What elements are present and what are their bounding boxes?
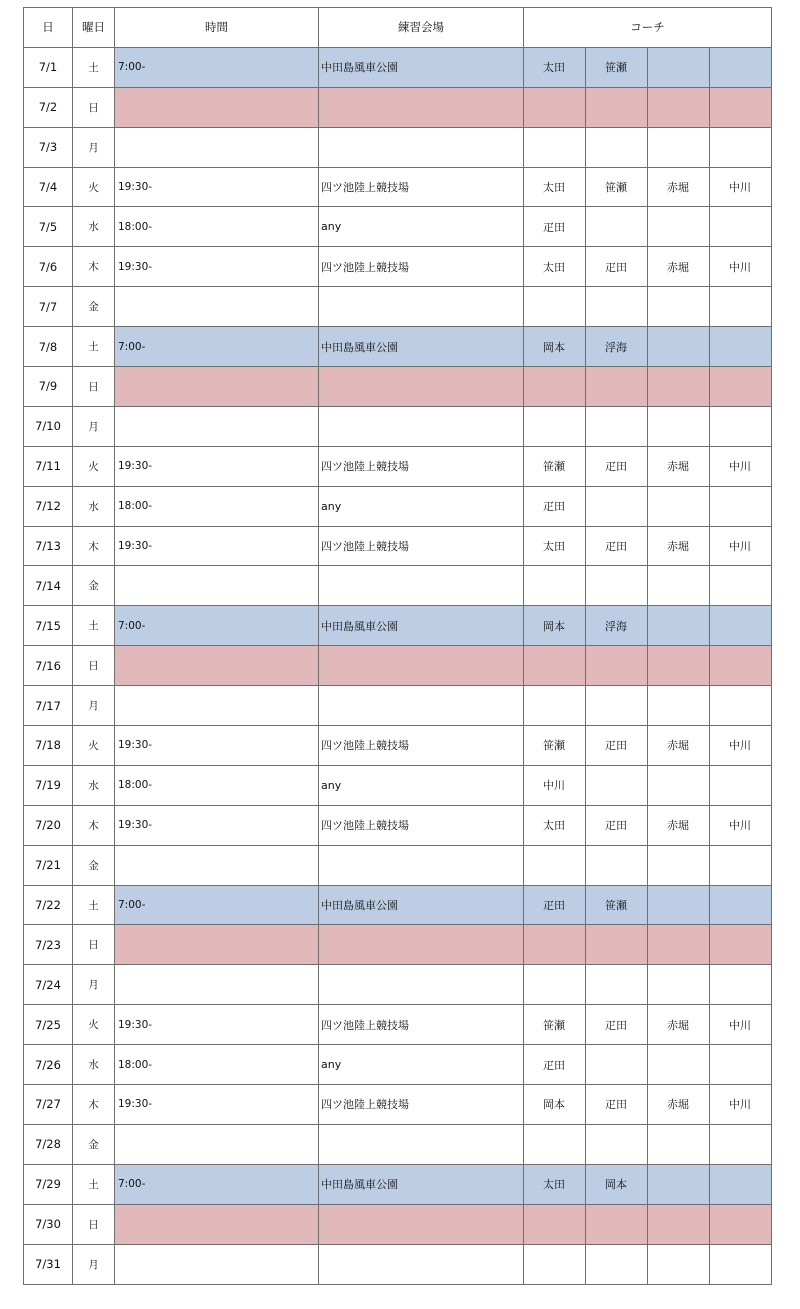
table-row — [24, 606, 772, 646]
day-cell: 7/8 — [24, 327, 73, 367]
weekday-cell: 木 — [73, 526, 115, 566]
coach-cell — [648, 87, 710, 127]
table-row — [24, 87, 772, 127]
coach-cell: 疋田 — [586, 526, 648, 566]
day-cell: 7/22 — [24, 885, 73, 925]
weekday-cell: 土 — [73, 327, 115, 367]
venue-cell: any — [319, 486, 524, 526]
coach-cell — [586, 646, 648, 686]
coach-cell — [648, 606, 710, 646]
table-row — [24, 327, 772, 367]
day-cell: 7/14 — [24, 566, 73, 606]
coach-cell — [710, 646, 772, 686]
venue-cell: 中田島風車公園 — [319, 1164, 524, 1204]
table-row — [24, 247, 772, 287]
coach-cell: 浮海 — [586, 327, 648, 367]
time-cell: 18:00- — [115, 765, 319, 805]
coach-cell — [710, 127, 772, 167]
table-row — [24, 406, 772, 446]
coach-cell — [586, 765, 648, 805]
header-day: 日 — [24, 8, 73, 48]
day-cell: 7/27 — [24, 1085, 73, 1125]
coach-cell: 岡本 — [586, 1164, 648, 1204]
weekday-cell: 火 — [73, 726, 115, 766]
coach-cell: 赤堀 — [648, 1085, 710, 1125]
day-cell: 7/19 — [24, 765, 73, 805]
venue-cell — [319, 686, 524, 726]
coach-cell: 疋田 — [586, 446, 648, 486]
coach-cell: 太田 — [524, 1164, 586, 1204]
venue-cell: 中田島風車公園 — [319, 606, 524, 646]
coach-cell — [586, 127, 648, 167]
coach-cell — [586, 925, 648, 965]
table-row — [24, 805, 772, 845]
coach-cell — [648, 765, 710, 805]
venue-cell: 四ツ池陸上競技場 — [319, 1005, 524, 1045]
table-row — [24, 1124, 772, 1164]
coach-cell — [524, 1124, 586, 1164]
time-cell — [115, 566, 319, 606]
venue-cell — [319, 845, 524, 885]
coach-cell — [586, 367, 648, 407]
coach-cell — [586, 1244, 648, 1284]
time-cell — [115, 1204, 319, 1244]
day-cell: 7/6 — [24, 247, 73, 287]
coach-cell: 中川 — [710, 805, 772, 845]
table-row — [24, 845, 772, 885]
weekday-cell: 土 — [73, 885, 115, 925]
time-cell: 19:30- — [115, 446, 319, 486]
day-cell: 7/29 — [24, 1164, 73, 1204]
coach-cell — [586, 287, 648, 327]
time-cell — [115, 1124, 319, 1164]
header-weekday: 曜日 — [73, 8, 115, 48]
weekday-cell: 火 — [73, 167, 115, 207]
coach-cell: 太田 — [524, 47, 586, 87]
time-cell: 19:30- — [115, 167, 319, 207]
coach-cell: 疋田 — [586, 1005, 648, 1045]
venue-cell — [319, 406, 524, 446]
table-row — [24, 486, 772, 526]
coach-cell — [710, 287, 772, 327]
venue-cell — [319, 1244, 524, 1284]
coach-cell: 中川 — [710, 1005, 772, 1045]
day-cell: 7/5 — [24, 207, 73, 247]
table-row — [24, 965, 772, 1005]
time-cell: 7:00- — [115, 606, 319, 646]
coach-cell — [710, 406, 772, 446]
weekday-cell: 水 — [73, 486, 115, 526]
venue-cell: 中田島風車公園 — [319, 47, 524, 87]
coach-cell: 岡本 — [524, 1085, 586, 1125]
coach-cell: 中川 — [710, 526, 772, 566]
time-cell — [115, 686, 319, 726]
coach-cell: 岡本 — [524, 606, 586, 646]
table-row — [24, 925, 772, 965]
coach-cell — [586, 686, 648, 726]
venue-cell: 中田島風車公園 — [319, 885, 524, 925]
table-row — [24, 167, 772, 207]
venue-cell: 四ツ池陸上競技場 — [319, 726, 524, 766]
coach-cell — [710, 47, 772, 87]
coach-cell — [586, 1045, 648, 1085]
time-cell: 19:30- — [115, 726, 319, 766]
coach-cell — [586, 1124, 648, 1164]
venue-cell — [319, 646, 524, 686]
coach-cell: 疋田 — [586, 247, 648, 287]
coach-cell: 太田 — [524, 805, 586, 845]
coach-cell — [524, 1244, 586, 1284]
coach-cell — [648, 367, 710, 407]
coach-cell: 疋田 — [586, 805, 648, 845]
time-cell — [115, 127, 319, 167]
coach-cell — [648, 486, 710, 526]
header-venue: 練習会場 — [319, 8, 524, 48]
schedule-body — [24, 47, 772, 1284]
time-cell: 19:30- — [115, 247, 319, 287]
coach-cell — [524, 646, 586, 686]
time-cell: 19:30- — [115, 1085, 319, 1125]
time-cell — [115, 646, 319, 686]
coach-cell — [524, 406, 586, 446]
venue-cell: 四ツ池陸上競技場 — [319, 446, 524, 486]
weekday-cell: 水 — [73, 765, 115, 805]
day-cell: 7/26 — [24, 1045, 73, 1085]
time-cell: 7:00- — [115, 885, 319, 925]
day-cell: 7/24 — [24, 965, 73, 1005]
header-time: 時間 — [115, 8, 319, 48]
venue-cell — [319, 1124, 524, 1164]
time-cell: 18:00- — [115, 1045, 319, 1085]
header-row — [24, 8, 772, 48]
coach-cell — [648, 327, 710, 367]
coach-cell — [524, 367, 586, 407]
coach-cell — [710, 87, 772, 127]
time-cell — [115, 367, 319, 407]
coach-cell: 赤堀 — [648, 446, 710, 486]
table-row — [24, 765, 772, 805]
coach-cell — [648, 566, 710, 606]
coach-cell: 笹瀬 — [586, 167, 648, 207]
coach-cell: 疋田 — [586, 1085, 648, 1125]
coach-cell: 赤堀 — [648, 1005, 710, 1045]
coach-cell — [710, 1244, 772, 1284]
table-row — [24, 526, 772, 566]
coach-cell — [710, 566, 772, 606]
day-cell: 7/13 — [24, 526, 73, 566]
coach-cell — [524, 965, 586, 1005]
coach-cell — [648, 646, 710, 686]
venue-cell — [319, 127, 524, 167]
weekday-cell: 金 — [73, 1124, 115, 1164]
time-cell: 19:30- — [115, 526, 319, 566]
weekday-cell: 火 — [73, 446, 115, 486]
coach-cell: 笹瀬 — [524, 446, 586, 486]
coach-cell: 笹瀬 — [586, 47, 648, 87]
coach-cell — [586, 406, 648, 446]
time-cell: 7:00- — [115, 47, 319, 87]
coach-cell — [648, 965, 710, 1005]
day-cell: 7/31 — [24, 1244, 73, 1284]
weekday-cell: 月 — [73, 686, 115, 726]
weekday-cell: 月 — [73, 965, 115, 1005]
day-cell: 7/20 — [24, 805, 73, 845]
table-row — [24, 446, 772, 486]
venue-cell: 四ツ池陸上競技場 — [319, 805, 524, 845]
coach-cell: 岡本 — [524, 327, 586, 367]
coach-cell — [648, 845, 710, 885]
coach-cell: 中川 — [524, 765, 586, 805]
weekday-cell: 水 — [73, 207, 115, 247]
weekday-cell: 日 — [73, 646, 115, 686]
weekday-cell: 金 — [73, 845, 115, 885]
time-cell — [115, 965, 319, 1005]
coach-cell: 赤堀 — [648, 805, 710, 845]
day-cell: 7/18 — [24, 726, 73, 766]
coach-cell — [648, 1045, 710, 1085]
weekday-cell: 日 — [73, 367, 115, 407]
time-cell — [115, 406, 319, 446]
coach-cell: 中川 — [710, 247, 772, 287]
coach-cell: 太田 — [524, 526, 586, 566]
coach-cell — [648, 1164, 710, 1204]
time-cell: 7:00- — [115, 1164, 319, 1204]
table-row — [24, 127, 772, 167]
coach-cell: 赤堀 — [648, 726, 710, 766]
venue-cell: 中田島風車公園 — [319, 327, 524, 367]
coach-cell — [710, 885, 772, 925]
coach-cell — [586, 965, 648, 1005]
table-row — [24, 726, 772, 766]
venue-cell: any — [319, 1045, 524, 1085]
weekday-cell: 金 — [73, 287, 115, 327]
weekday-cell: 日 — [73, 87, 115, 127]
schedule-sheet — [23, 7, 772, 1285]
weekday-cell: 日 — [73, 1204, 115, 1244]
coach-cell — [586, 207, 648, 247]
coach-cell — [710, 1204, 772, 1244]
weekday-cell: 日 — [73, 925, 115, 965]
coach-cell — [710, 1164, 772, 1204]
time-cell: 19:30- — [115, 1005, 319, 1045]
coach-cell — [524, 1204, 586, 1244]
weekday-cell: 月 — [73, 127, 115, 167]
coach-cell: 笹瀬 — [586, 885, 648, 925]
day-cell: 7/16 — [24, 646, 73, 686]
coach-cell — [710, 486, 772, 526]
coach-cell — [524, 127, 586, 167]
venue-cell: any — [319, 765, 524, 805]
day-cell: 7/15 — [24, 606, 73, 646]
table-row — [24, 686, 772, 726]
coach-cell — [710, 367, 772, 407]
day-cell: 7/25 — [24, 1005, 73, 1045]
coach-cell: 赤堀 — [648, 247, 710, 287]
coach-cell — [710, 606, 772, 646]
coach-cell: 疋田 — [524, 885, 586, 925]
weekday-cell: 金 — [73, 566, 115, 606]
coach-cell: 疋田 — [524, 486, 586, 526]
time-cell — [115, 925, 319, 965]
table-row — [24, 1005, 772, 1045]
coach-cell — [648, 406, 710, 446]
day-cell: 7/7 — [24, 287, 73, 327]
time-cell — [115, 87, 319, 127]
day-cell: 7/12 — [24, 486, 73, 526]
table-row — [24, 646, 772, 686]
table-row — [24, 1164, 772, 1204]
coach-cell — [648, 925, 710, 965]
coach-cell: 赤堀 — [648, 167, 710, 207]
coach-cell — [524, 87, 586, 127]
coach-cell — [586, 87, 648, 127]
coach-cell — [586, 486, 648, 526]
day-cell: 7/1 — [24, 47, 73, 87]
day-cell: 7/3 — [24, 127, 73, 167]
coach-cell: 太田 — [524, 247, 586, 287]
coach-cell — [648, 127, 710, 167]
weekday-cell: 水 — [73, 1045, 115, 1085]
day-cell: 7/30 — [24, 1204, 73, 1244]
coach-cell: 笹瀬 — [524, 726, 586, 766]
time-cell: 19:30- — [115, 805, 319, 845]
coach-cell — [648, 1244, 710, 1284]
coach-cell: 疋田 — [586, 726, 648, 766]
coach-cell — [586, 566, 648, 606]
coach-cell — [710, 925, 772, 965]
table-row — [24, 367, 772, 407]
weekday-cell: 火 — [73, 1005, 115, 1045]
coach-cell — [648, 1124, 710, 1164]
venue-cell — [319, 287, 524, 327]
coach-cell — [710, 207, 772, 247]
table-row — [24, 1244, 772, 1284]
coach-cell — [710, 765, 772, 805]
coach-cell — [710, 845, 772, 885]
venue-cell — [319, 566, 524, 606]
table-row — [24, 1204, 772, 1244]
coach-cell: 浮海 — [586, 606, 648, 646]
table-row — [24, 885, 772, 925]
time-cell — [115, 287, 319, 327]
venue-cell: 四ツ池陸上競技場 — [319, 1085, 524, 1125]
table-row — [24, 1085, 772, 1125]
coach-cell — [648, 885, 710, 925]
table-row — [24, 1045, 772, 1085]
venue-cell — [319, 965, 524, 1005]
coach-cell: 疋田 — [524, 1045, 586, 1085]
weekday-cell: 月 — [73, 406, 115, 446]
table-row — [24, 566, 772, 606]
coach-cell — [524, 686, 586, 726]
weekday-cell: 木 — [73, 805, 115, 845]
coach-cell: 中川 — [710, 1085, 772, 1125]
venue-cell: 四ツ池陸上競技場 — [319, 167, 524, 207]
day-cell: 7/28 — [24, 1124, 73, 1164]
coach-cell — [524, 845, 586, 885]
weekday-cell: 土 — [73, 47, 115, 87]
venue-cell — [319, 87, 524, 127]
day-cell: 7/11 — [24, 446, 73, 486]
weekday-cell: 月 — [73, 1244, 115, 1284]
coach-cell — [648, 686, 710, 726]
coach-cell — [710, 1124, 772, 1164]
coach-cell — [710, 965, 772, 1005]
coach-cell — [648, 1204, 710, 1244]
coach-cell: 中川 — [710, 446, 772, 486]
coach-cell: 中川 — [710, 726, 772, 766]
venue-cell — [319, 925, 524, 965]
venue-cell: 四ツ池陸上競技場 — [319, 247, 524, 287]
day-cell: 7/9 — [24, 367, 73, 407]
coach-cell — [586, 845, 648, 885]
coach-cell — [648, 47, 710, 87]
coach-cell — [648, 207, 710, 247]
practice-schedule-table — [23, 7, 772, 1285]
day-cell: 7/21 — [24, 845, 73, 885]
header-coach: コーチ — [524, 8, 772, 48]
weekday-cell: 木 — [73, 247, 115, 287]
venue-cell — [319, 1204, 524, 1244]
weekday-cell: 土 — [73, 1164, 115, 1204]
time-cell — [115, 1244, 319, 1284]
coach-cell: 太田 — [524, 167, 586, 207]
day-cell: 7/4 — [24, 167, 73, 207]
coach-cell — [524, 287, 586, 327]
table-row — [24, 207, 772, 247]
time-cell: 18:00- — [115, 207, 319, 247]
coach-cell — [710, 327, 772, 367]
day-cell: 7/2 — [24, 87, 73, 127]
coach-cell — [710, 686, 772, 726]
day-cell: 7/10 — [24, 406, 73, 446]
time-cell — [115, 845, 319, 885]
coach-cell — [648, 287, 710, 327]
venue-cell — [319, 367, 524, 407]
day-cell: 7/23 — [24, 925, 73, 965]
table-row — [24, 47, 772, 87]
coach-cell — [524, 566, 586, 606]
venue-cell: any — [319, 207, 524, 247]
weekday-cell: 土 — [73, 606, 115, 646]
coach-cell: 中川 — [710, 167, 772, 207]
weekday-cell: 木 — [73, 1085, 115, 1125]
day-cell: 7/17 — [24, 686, 73, 726]
venue-cell: 四ツ池陸上競技場 — [319, 526, 524, 566]
coach-cell: 赤堀 — [648, 526, 710, 566]
coach-cell — [586, 1204, 648, 1244]
time-cell: 7:00- — [115, 327, 319, 367]
coach-cell — [524, 925, 586, 965]
coach-cell: 笹瀬 — [524, 1005, 586, 1045]
coach-cell — [710, 1045, 772, 1085]
table-row — [24, 287, 772, 327]
coach-cell: 疋田 — [524, 207, 586, 247]
time-cell: 18:00- — [115, 486, 319, 526]
